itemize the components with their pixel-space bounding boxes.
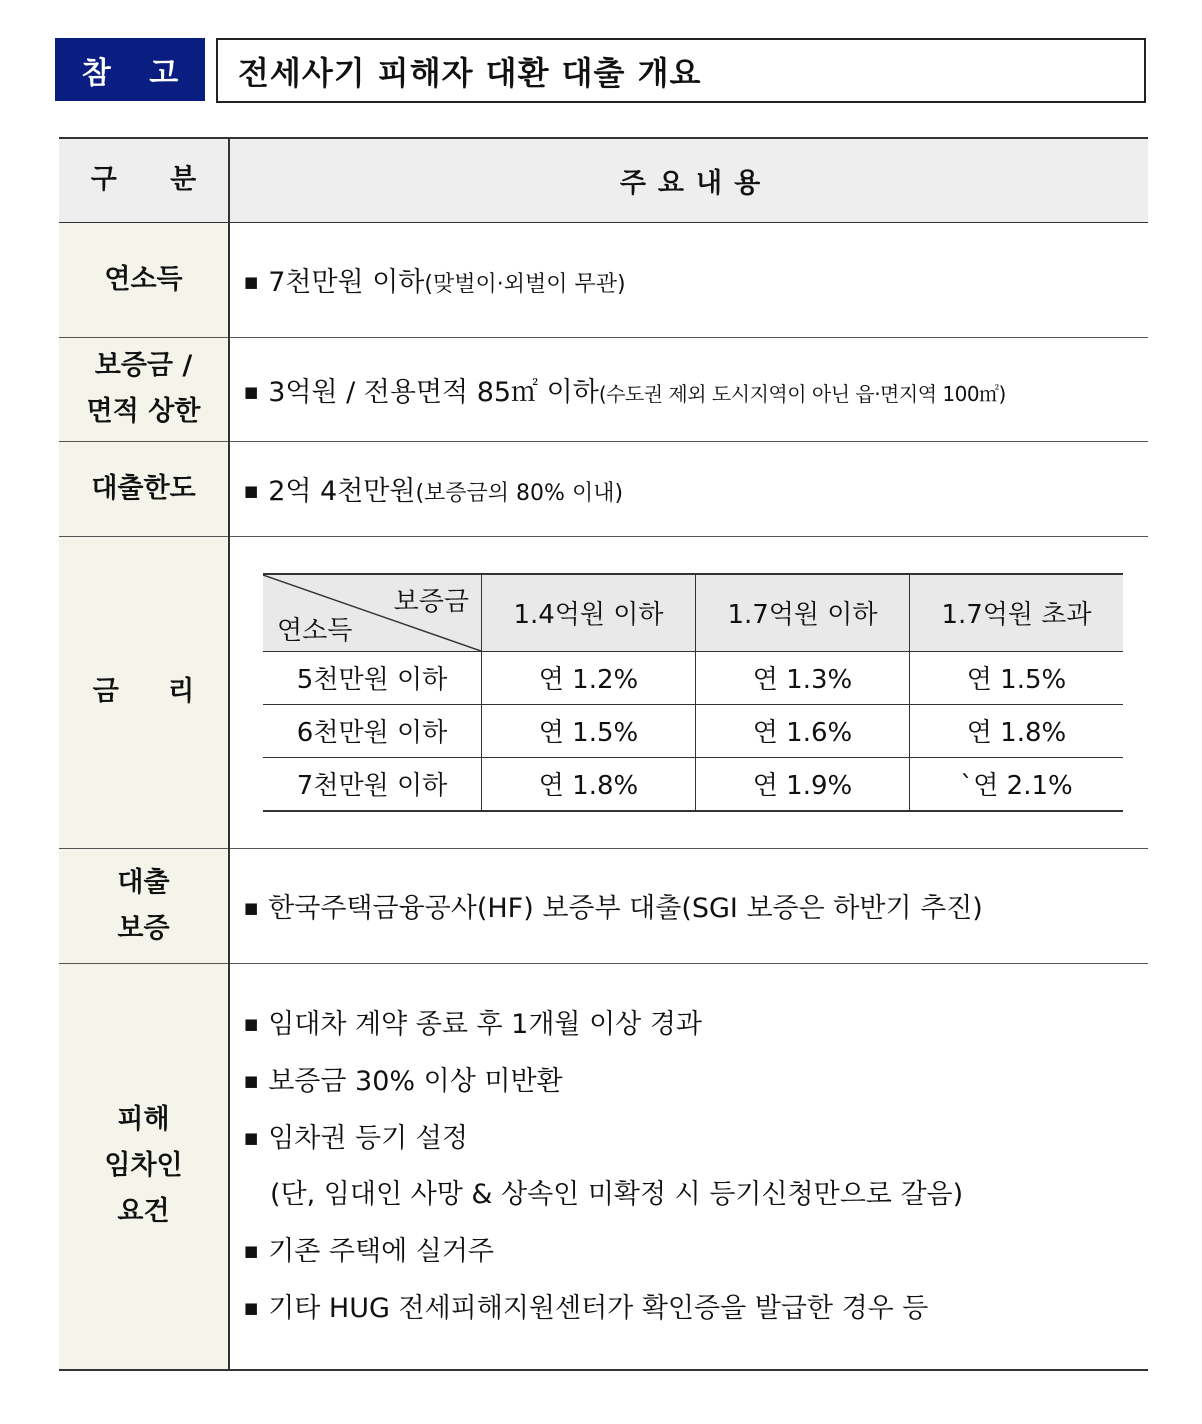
category-header: 구 분 xyxy=(59,138,229,222)
rate-row-2 xyxy=(263,704,1123,757)
deposit-label-line-1: 보증금 / xyxy=(94,350,193,381)
limit-main: 2억 4천만원 xyxy=(268,476,416,507)
guarantee-main: 한국주택금융공사(HF) 보증부 대출(SGI 보증은 하반기 추진) xyxy=(268,893,983,924)
guarantee-label-line-1: 대출 xyxy=(117,866,170,898)
rate-label: 금 리 xyxy=(59,536,229,848)
rate-value-cell: 연 1.2% xyxy=(482,651,696,704)
rate-income-cell: 5천만원 이하 xyxy=(263,651,482,704)
bullet-icon: ■ xyxy=(244,899,259,917)
rate-table xyxy=(263,573,1123,812)
guarantee-label-line-2: 보증 xyxy=(117,912,170,944)
requirement-item xyxy=(244,996,1148,1053)
content-header: 주요내용 xyxy=(229,138,1148,222)
requirement-label-line-3: 요건 xyxy=(117,1196,170,1228)
bullet-icon: ■ xyxy=(244,1298,259,1317)
header-row xyxy=(59,138,1148,222)
requirement-item xyxy=(244,1223,1148,1280)
title-box xyxy=(216,38,1146,103)
rate-corner-cell xyxy=(263,574,482,652)
rate-value-cell: 연 1.5% xyxy=(910,651,1124,704)
requirement-label-line-2: 임차인 xyxy=(104,1150,183,1182)
limit-note: (보증금의 80% 이내) xyxy=(415,481,624,506)
requirement-item-text: 기타 HUG 전세피해지원센터가 확인증을 발급한 경우 등 xyxy=(268,1292,929,1324)
corner-income-label: 연소득 xyxy=(277,615,353,646)
deposit-main: 3억원 / 전용면적 85㎡ 이하 xyxy=(268,376,599,408)
requirement-item-text: 기존 주택에 실거주 xyxy=(268,1235,495,1267)
deposit-row xyxy=(59,337,1148,441)
rate-income-cell: 6천만원 이하 xyxy=(263,704,482,757)
rate-header-row xyxy=(263,574,1123,652)
guarantee-content xyxy=(229,848,1148,963)
guarantee-label xyxy=(59,848,229,963)
requirement-sub-note: (단, 임대인 사망 & 상속인 미확정 시 등기신청만으로 갈음) xyxy=(270,1178,964,1210)
rate-col-header: 1.7억원 초과 xyxy=(910,574,1124,652)
deposit-label-line-2: 면적 상한 xyxy=(86,396,201,427)
rate-value-cell: `연 2.1% xyxy=(910,757,1124,811)
guarantee-row xyxy=(59,848,1148,963)
rate-value-cell: 연 1.6% xyxy=(696,704,910,757)
requirement-content xyxy=(229,963,1148,1370)
income-row xyxy=(59,222,1148,337)
requirement-item xyxy=(244,1053,1148,1110)
bullet-icon: ■ xyxy=(244,382,259,401)
rate-value-cell: 연 1.8% xyxy=(482,757,696,811)
rate-col-header: 1.4억원 이하 xyxy=(482,574,696,652)
bullet-icon: ■ xyxy=(244,1071,259,1090)
limit-label: 대출한도 xyxy=(59,441,229,536)
income-note: (맞벌이·외벌이 무관) xyxy=(424,272,626,297)
bullet-icon: ■ xyxy=(244,1241,259,1260)
deposit-note: (수도권 제외 도시지역이 아닌 읍·면지역 100㎡) xyxy=(598,381,1006,406)
requirement-item-text: 임차권 등기 설정 xyxy=(268,1122,468,1154)
rate-income-cell: 7천만원 이하 xyxy=(263,757,482,811)
reference-tag: 참 고 xyxy=(55,38,205,101)
requirement-item-text: 보증금 30% 이상 미반환 xyxy=(268,1065,563,1097)
income-content xyxy=(229,222,1148,337)
requirement-row xyxy=(59,963,1148,1370)
bullet-icon: ■ xyxy=(244,1128,259,1147)
rate-col-header: 1.7억원 이하 xyxy=(696,574,910,652)
rate-value-cell: 연 1.3% xyxy=(696,651,910,704)
page-title: 전세사기 피해자 대환 대출 개요 xyxy=(238,53,702,92)
bullet-icon: ■ xyxy=(244,273,259,291)
rate-value-cell: 연 1.5% xyxy=(482,704,696,757)
rate-row xyxy=(59,536,1148,848)
income-label: 연소득 xyxy=(59,222,229,337)
limit-row xyxy=(59,441,1148,536)
bullet-icon: ■ xyxy=(244,482,259,500)
requirement-label-line-1: 피해 xyxy=(117,1104,170,1136)
deposit-content xyxy=(229,337,1148,441)
requirement-label xyxy=(59,963,229,1370)
requirement-item-text: 임대차 계약 종료 후 1개월 이상 경과 xyxy=(268,1008,703,1040)
income-main: 7천만원 이하 xyxy=(268,267,425,298)
requirement-item xyxy=(244,1280,1148,1337)
limit-content xyxy=(229,441,1148,536)
rate-value-cell: 연 1.8% xyxy=(910,704,1124,757)
rate-row-3 xyxy=(263,757,1123,811)
rate-row-1 xyxy=(263,651,1123,704)
deposit-label xyxy=(59,337,229,441)
corner-deposit-label: 보증금 xyxy=(393,586,469,617)
rate-content xyxy=(229,536,1148,848)
bullet-icon: ■ xyxy=(244,1014,259,1033)
overview-table xyxy=(59,137,1148,1371)
requirement-item xyxy=(244,1110,1148,1167)
rate-value-cell: 연 1.9% xyxy=(696,757,910,811)
